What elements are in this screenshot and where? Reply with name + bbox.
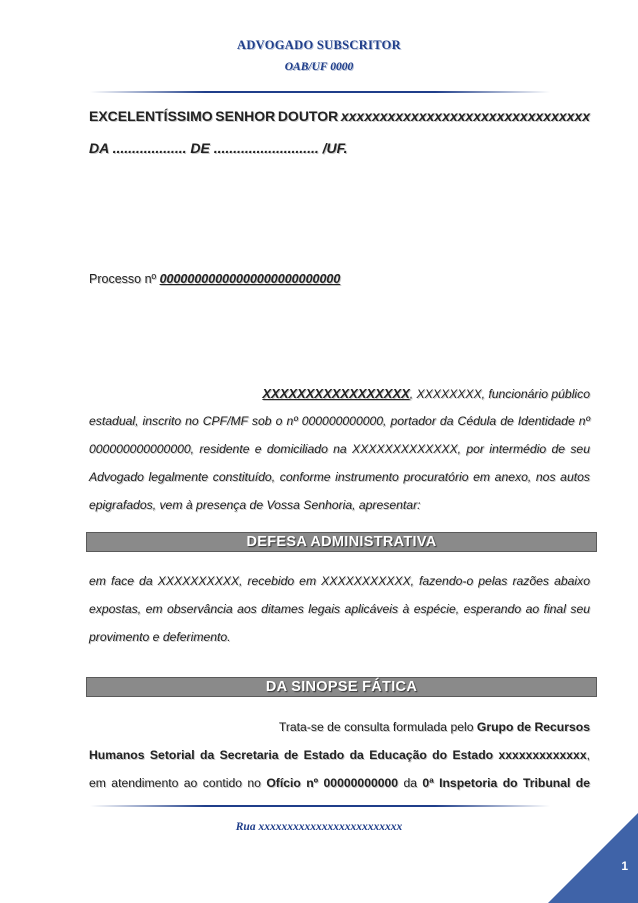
defesa-line: em face da XXXXXXXXXX, recebido em XXXXXXXXXXX, fazendo-o pelas razões abaixo <box>89 574 590 588</box>
sinopse-bold: Ofício nº 00000000000 <box>266 776 399 790</box>
sinopse-line <box>89 720 590 748</box>
process-label: Processo nº <box>89 272 160 286</box>
sinopse-bold: Humanos Setorial da Secretaria de Estado da Educação do Estado xxxxxxxxxxxxx <box>89 748 587 762</box>
addressee-word: SENHOR <box>215 108 276 124</box>
section-banner-defesa: DEFESA ADMINISTRATIVA <box>86 532 597 552</box>
qualification-line: 000000000000000, residente e domiciliado na XXXXXXXXXXXXX, por intermédio de seu <box>89 442 590 456</box>
addressee-line-1 <box>89 108 590 124</box>
sinopse-line <box>89 748 590 776</box>
process-line <box>89 272 590 286</box>
footer-divider <box>90 805 550 807</box>
defesa-line: provimento e deferimento. <box>89 630 231 644</box>
qualification-paragraph <box>89 386 590 526</box>
addressee-word: EXCELENTÍSSIMO <box>89 108 213 124</box>
sinopse-paragraph <box>89 720 590 804</box>
qualification-line: Advogado legalmente constituído, conforme instrumento procuratório em anexo, nos autos <box>89 470 590 484</box>
qualification-line: epigrafados, vem à presença de Vossa Senhoria, apresentar: <box>89 498 421 512</box>
addressee-word: DOUTOR <box>277 108 339 124</box>
sinopse-text: Trata-se de consulta formulada pelo <box>278 720 477 734</box>
sinopse-line <box>89 776 590 804</box>
process-number: 00000000000000000000000000 <box>159 272 341 286</box>
page-number: 1 <box>621 859 628 873</box>
page-corner-decoration <box>548 813 638 903</box>
qualification-line <box>89 386 590 414</box>
header-oab: OAB/UF 0000 <box>284 61 354 73</box>
sinopse-text: , <box>586 748 590 762</box>
defesa-line: expostas, em observância aos ditames legais aplicáveis à espécie, esperando ao final seu <box>89 602 590 616</box>
sinopse-bold: 0ª Inspetoria do Tribunal de <box>422 776 590 790</box>
addressee-line-2: DA ................... DE ........................... /UF. <box>89 140 348 156</box>
footer-address: Rua xxxxxxxxxxxxxxxxxxxxxxxxx <box>235 821 403 833</box>
defesa-paragraph <box>89 574 590 658</box>
header-author: ADVOGADO SUBSCRITOR <box>237 38 401 52</box>
addressee-placeholder: xxxxxxxxxxxxxxxxxxxxxxxxxxxxxxxx <box>340 108 590 124</box>
qualification-line: estadual, inscrito no CPF/MF sob o nº 000000000000, portador da Cédula de Identidade nº <box>89 414 590 428</box>
sinopse-bold: Grupo de Recursos <box>476 720 590 734</box>
header-divider <box>90 91 550 93</box>
sinopse-text: em atendimento ao contido no <box>89 776 267 790</box>
section-banner-sinopse: DA SINOPSE FÁTICA <box>86 677 597 697</box>
qualification-text: , XXXXXXXX, funcionário público <box>409 387 590 401</box>
qualification-name: XXXXXXXXXXXXXXXXX <box>262 386 410 401</box>
sinopse-text: da <box>398 776 423 790</box>
